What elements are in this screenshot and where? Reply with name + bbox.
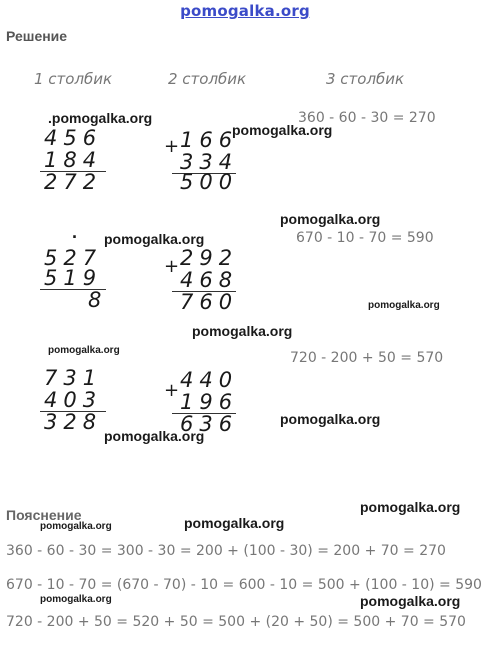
- plus-sign: +: [164, 136, 180, 157]
- watermark: pomogalka.org: [280, 411, 381, 427]
- column-header-3: 3 столбик: [326, 70, 405, 88]
- ex1-expression: 360 - 60 - 30 = 270: [298, 110, 436, 126]
- ex2-sub-subtrahend: 519: [44, 266, 103, 290]
- ex3-add-result: 636: [180, 412, 239, 436]
- ex1-add-b: 334: [180, 150, 239, 174]
- ex3-sub-subtrahend: 403: [44, 388, 103, 412]
- ex2-add-a: 292: [180, 246, 239, 270]
- watermark: pomogalka.org: [48, 345, 120, 356]
- ex1-add-a: 166: [180, 128, 239, 152]
- watermark: pomogalka.org: [192, 323, 293, 339]
- ex2-add-b: 468: [180, 268, 239, 292]
- explanation-line-1: 360 - 60 - 30 = 300 - 30 = 200 + (100 - 30) = 200 + 70 = 270: [6, 543, 446, 559]
- ex2-sub-result: 8: [88, 288, 108, 312]
- site-title[interactable]: pomogalka.org: [180, 2, 310, 20]
- explanation-line-3: 720 - 200 + 50 = 520 + 50 = 500 + (20 + 50) = 500 + 70 = 570: [6, 614, 466, 630]
- explanation-heading: Пояснение: [6, 507, 82, 523]
- column-header-2: 2 столбик: [168, 70, 247, 88]
- solution-heading: Решение: [6, 28, 68, 44]
- ex2-add-result: 760: [180, 290, 239, 314]
- column-header-1: 1 столбик: [34, 70, 113, 88]
- watermark: pomogalka.org: [40, 594, 112, 605]
- ex3-sub-result: 328: [44, 410, 103, 434]
- ex2-sub-minuend: 527: [44, 246, 103, 270]
- ex1-add-result: 500: [180, 170, 239, 194]
- ex1-sub-subtrahend: 184: [44, 148, 103, 172]
- ex1-sub-result: 272: [44, 170, 103, 194]
- watermark: pomogalka.org: [184, 515, 285, 531]
- carry-dot: .: [72, 222, 78, 242]
- watermark: pomogalka.org: [360, 499, 461, 515]
- ex3-add-a: 440: [180, 368, 239, 392]
- watermark: pomogalka.org: [232, 122, 333, 138]
- plus-sign: +: [164, 256, 180, 277]
- plus-sign: +: [164, 380, 180, 401]
- watermark: .pomogalka.org: [48, 110, 153, 126]
- watermark: pomogalka.org: [360, 593, 461, 609]
- watermark: pomogalka.org: [104, 428, 205, 444]
- watermark: pomogalka.org: [368, 300, 440, 311]
- ex3-sub-minuend: 731: [44, 366, 103, 390]
- watermark: pomogalka.org: [104, 231, 205, 247]
- explanation-line-2: 670 - 10 - 70 = (670 - 70) - 10 = 600 - 10 = 500 + (100 - 10) = 590: [6, 577, 482, 593]
- ex3-add-b: 196: [180, 390, 239, 414]
- ex1-sub-minuend: 456: [44, 126, 103, 150]
- ex2-expression: 670 - 10 - 70 = 590: [296, 230, 434, 246]
- ex3-expression: 720 - 200 + 50 = 570: [290, 350, 444, 366]
- watermark: pomogalka.org: [40, 521, 112, 532]
- watermark: pomogalka.org: [280, 211, 381, 227]
